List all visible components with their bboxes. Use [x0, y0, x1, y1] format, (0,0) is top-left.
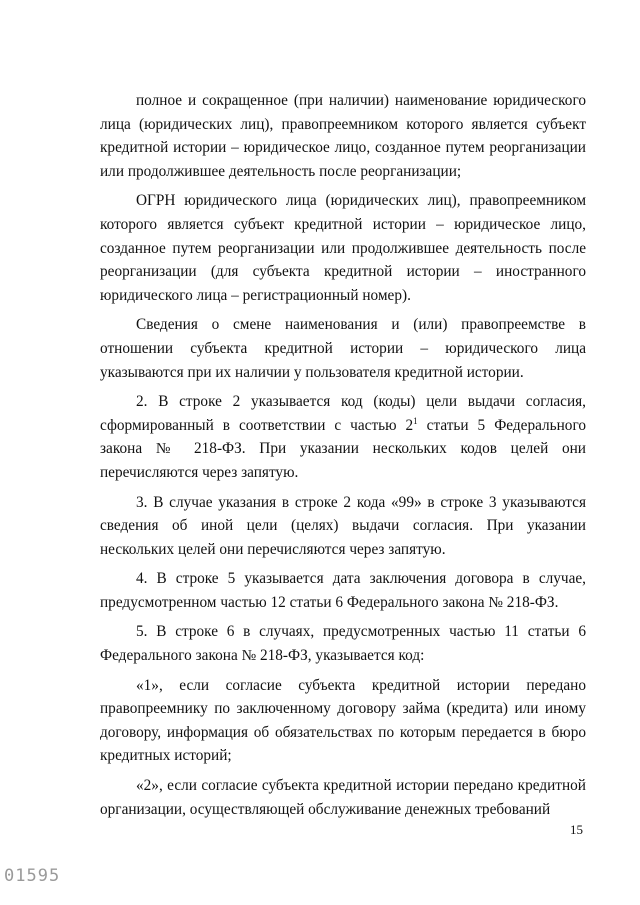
item-2-text-after: статьи 5 Федерального закона № 218-ФЗ. При указании нескольких кодов целей они перечисляются через запятую.	[100, 416, 586, 481]
item-2-superscript: 1	[413, 415, 418, 426]
paragraph-item-4: 4. В строке 5 указывается дата заключения договора в случае, предусмотренном частью 12 статьи 6 Федерального закона № 218-ФЗ.	[100, 570, 586, 611]
paragraph-item-3: 3. В случае указания в строке 2 кода «99» в строке 3 указываются сведения об иной цели (целях) выдачи согласия. При указании нескольких целей они перечисляются через запятую.	[100, 493, 586, 558]
page-number: 15	[570, 822, 583, 837]
paragraph-name-of-legal-entity: полное и сокращенное (при наличии) наименование юридического лица (юридических лиц), правопреемником которого является субъект кредитной истории – юридическое лицо, созданное путем реорганизации или продолжившее деятельность после реорганизации;	[100, 92, 586, 180]
paragraph-name-change-info: Сведения о смене наименования и (или) правопреемстве в отношении субъекта кредитной истории – юридического лица указываются при их наличии у пользователя кредитной истории.	[100, 316, 586, 381]
paragraph-item-5: 5. В строке 6 в случаях, предусмотренных частью 11 статьи 6 Федерального закона № 218-ФЗ, указывается код:	[100, 623, 586, 665]
paragraph-code-1: «1», если согласие субъекта кредитной истории передано правопреемнику по заключенному договору займа (кредита) или иному договору, информация об обязательствах по которым передается в бюро кредитных историй;	[100, 676, 586, 765]
paragraph-code-2: «2», если согласие субъекта кредитной истории передано кредитной организации, осуществляющей обслуживание денежных требований	[100, 777, 586, 818]
scan-stamp-number: 01595	[4, 866, 61, 886]
paragraph-item-2	[100, 390, 586, 484]
item-2-text-before: 2. В строке 2 указывается код (коды) цели выдачи согласия, сформированный в соответствии с частью 2	[100, 393, 586, 434]
paragraph-ogrn: ОГРН юридического лица (юридических лиц), правопреемником которого является субъект кредитной истории – юридическое лицо, созданное путем реорганизации или продолжившее деятельность после реорганизации (для субъекта кредитной истории – иностранного юридического лица – регистрационный номер).	[100, 192, 586, 304]
document-body	[100, 89, 586, 827]
